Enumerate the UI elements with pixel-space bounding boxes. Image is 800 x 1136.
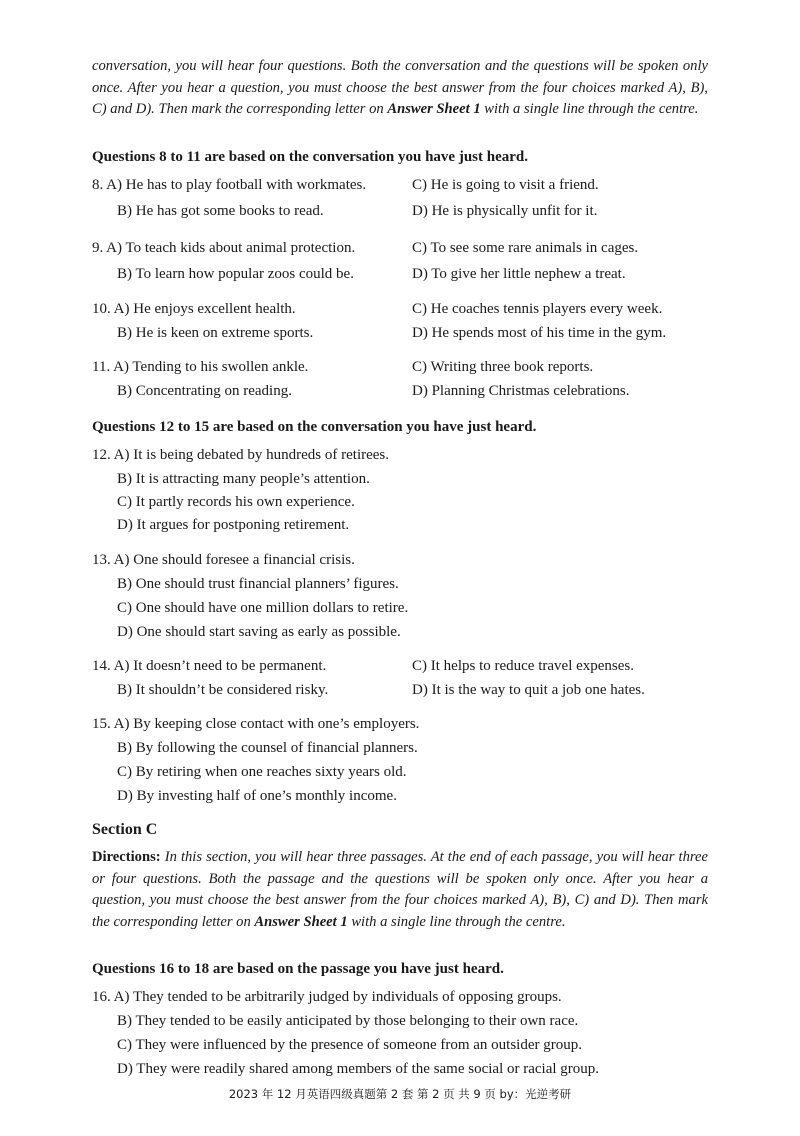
q12-option-d: D) It argues for postponing retirement.	[117, 517, 350, 533]
q10-option-a: 10. A) He enjoys excellent health.	[92, 301, 296, 317]
q11-option-d: D) Planning Christmas celebrations.	[412, 383, 630, 399]
q9-option-b: B) To learn how popular zoos could be.	[117, 266, 354, 282]
q11-option-a: 11. A) Tending to his swollen ankle.	[92, 359, 309, 375]
q10-option-c: C) He coaches tennis players every week.	[412, 301, 663, 317]
q15-option-a: 15. A) By keeping close contact with one’s employers.	[92, 716, 420, 732]
q9-option-a: 9. A) To teach kids about animal protection.	[92, 240, 356, 256]
q13-option-b: B) One should trust financial planners’ figures.	[117, 576, 399, 592]
q8-option-d: D) He is physically unfit for it.	[412, 203, 598, 219]
answer-sheet-label: Answer Sheet 1	[387, 101, 481, 117]
q14-option-c: C) It helps to reduce travel expenses.	[412, 658, 635, 674]
intro-text-end: with a single line through the centre.	[480, 101, 699, 117]
intro-text: conversation, you will hear four questions. Both the conversation and the questions will be spoken only once. After you hear a question, you must choose the best answer from the four choices marked A), B), C) and D). Then mark the corresponding letter on	[92, 58, 708, 117]
q13-option-c: C) One should have one million dollars to retire.	[117, 600, 409, 616]
q15-option-d: D) By investing half of one’s monthly income.	[117, 788, 397, 804]
q16-option-a: 16. A) They tended to be arbitrarily judged by individuals of opposing groups.	[92, 989, 562, 1005]
q16-option-c: C) They were influenced by the presence of someone from an outsider group.	[117, 1037, 582, 1053]
group-heading-16-18: Questions 16 to 18 are based on the passage you have just heard.	[92, 961, 504, 977]
q12-option-a: 12. A) It is being debated by hundreds of retirees.	[92, 447, 390, 463]
q8-option-b: B) He has got some books to read.	[117, 203, 324, 219]
q10-option-d: D) He spends most of his time in the gym.	[412, 325, 667, 341]
answer-sheet-label: Answer Sheet 1	[254, 913, 348, 930]
q9-option-c: C) To see some rare animals in cages.	[412, 240, 639, 256]
section-c-title: Section C	[92, 821, 158, 838]
q12-option-c: C) It partly records his own experience.	[117, 494, 355, 510]
q11-option-b: B) Concentrating on reading.	[117, 383, 292, 399]
section-c-directions	[92, 847, 708, 933]
directions-text: In this section, you will hear three passages. At the end of each passage, you will hear three or four questions. Both the passage and the questions will be spoken only once. After you hear a question, you must choose the best answer from the four choices marked A), B), C) and D). Then mark the corresponding letter on	[92, 849, 708, 930]
directions-label: Directions:	[92, 849, 161, 865]
q9-option-d: D) To give her little nephew a treat.	[412, 266, 626, 282]
group-heading-8-11: Questions 8 to 11 are based on the conversation you have just heard.	[92, 149, 528, 165]
page-footer: 2023 年 12 月英语四级真题第 2 套 第 2 页 共 9 页 by：光逆考研	[228, 1087, 572, 1101]
intro-paragraph	[92, 56, 708, 121]
q14-option-a: 14. A) It doesn’t need to be permanent.	[92, 658, 327, 674]
q11-option-c: C) Writing three book reports.	[412, 359, 594, 375]
q12-option-b: B) It is attracting many people’s attention.	[117, 471, 370, 487]
directions-text-end: with a single line through the centre.	[347, 913, 566, 930]
q10-option-b: B) He is keen on extreme sports.	[117, 325, 314, 341]
q14-option-d: D) It is the way to quit a job one hates.	[412, 682, 645, 698]
q16-option-d: D) They were readily shared among members of the same social or racial group.	[117, 1061, 600, 1077]
q15-option-c: C) By retiring when one reaches sixty years old.	[117, 764, 407, 780]
q13-option-a: 13. A) One should foresee a financial crisis.	[92, 552, 355, 568]
q16-option-b: B) They tended to be easily anticipated by those belonging to their own race.	[117, 1013, 579, 1029]
q14-option-b: B) It shouldn’t be considered risky.	[117, 682, 329, 698]
q15-option-b: B) By following the counsel of financial planners.	[117, 740, 418, 756]
q8-option-c: C) He is going to visit a friend.	[412, 177, 599, 193]
q13-option-d: D) One should start saving as early as possible.	[117, 624, 401, 640]
q8-option-a: 8. A) He has to play football with workmates.	[92, 177, 367, 193]
group-heading-12-15: Questions 12 to 15 are based on the conversation you have just heard.	[92, 419, 537, 435]
